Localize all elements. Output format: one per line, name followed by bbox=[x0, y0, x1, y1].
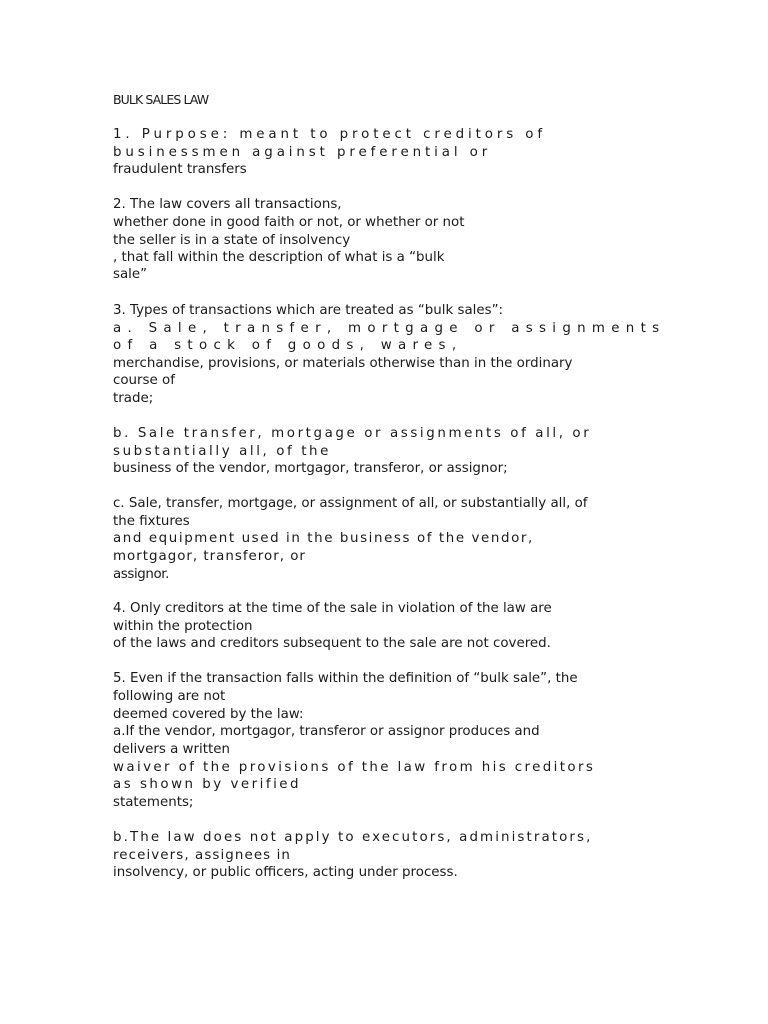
text-line: course of bbox=[113, 373, 175, 388]
text-line: 1. Purpose: meant to protect creditors of bbox=[113, 127, 547, 142]
text-line: receivers, assignees in bbox=[113, 848, 292, 863]
text-line: following are not bbox=[113, 689, 226, 704]
text-line: whether done in good faith or not, or whether or not bbox=[113, 215, 465, 230]
text-line: the fixtures bbox=[113, 514, 190, 529]
text-line: substantially all, of the bbox=[113, 444, 331, 459]
text-line: b.The law does not apply to executors, administrators, bbox=[113, 830, 593, 845]
text-line: b. Sale transfer, mortgage or assignments of all, or bbox=[113, 426, 592, 441]
text-line: trade; bbox=[113, 391, 154, 406]
document-title: BULK SALES LAW bbox=[113, 92, 209, 107]
text-line: fraudulent transfers bbox=[113, 162, 247, 177]
text-line: businessmen against preferential or bbox=[113, 145, 492, 160]
text-line: , that fall within the description of what is a “bulk bbox=[113, 250, 445, 265]
text-line: deemed covered by the law: bbox=[113, 707, 304, 722]
text-line: 4. Only creditors at the time of the sale in violation of the law are bbox=[113, 601, 552, 616]
text-line: 2. The law covers all transactions, bbox=[113, 197, 342, 212]
text-line: c. Sale, transfer, mortgage, or assignment of all, or substantially all, of bbox=[113, 496, 588, 511]
text-line: and equipment used in the business of the vendor, bbox=[113, 531, 534, 546]
text-line: sale” bbox=[113, 267, 148, 282]
text-line: 5. Even if the transaction falls within the definition of “bulk sale”, the bbox=[113, 671, 578, 686]
text-line: a. Sale, transfer, mortgage or assignments bbox=[113, 321, 666, 336]
text-line: waiver of the provisions of the law from his creditors bbox=[113, 760, 596, 775]
text-line: business of the vendor, mortgagor, transferor, or assignor; bbox=[113, 461, 508, 476]
text-line: as shown by verified bbox=[113, 777, 302, 792]
text-line: of the laws and creditors subsequent to the sale are not covered. bbox=[113, 636, 551, 651]
text-line: the seller is in a state of insolvency bbox=[113, 233, 351, 248]
text-line: statements; bbox=[113, 795, 194, 810]
text-line: within the protection bbox=[113, 619, 253, 634]
text-line: of a stock of goods, wares, bbox=[113, 338, 463, 353]
text-line: mortgagor, transferor, or bbox=[113, 549, 306, 564]
text-line: assignor. bbox=[113, 567, 169, 582]
text-line: insolvency, or public officers, acting under process. bbox=[113, 865, 458, 880]
text-line: merchandise, provisions, or materials otherwise than in the ordinary bbox=[113, 356, 573, 371]
text-line: 3. Types of transactions which are treated as “bulk sales”: bbox=[113, 303, 504, 318]
text-line: delivers a written bbox=[113, 742, 230, 757]
text-line: a.If the vendor, mortgagor, transferor or assignor produces and bbox=[113, 724, 540, 739]
